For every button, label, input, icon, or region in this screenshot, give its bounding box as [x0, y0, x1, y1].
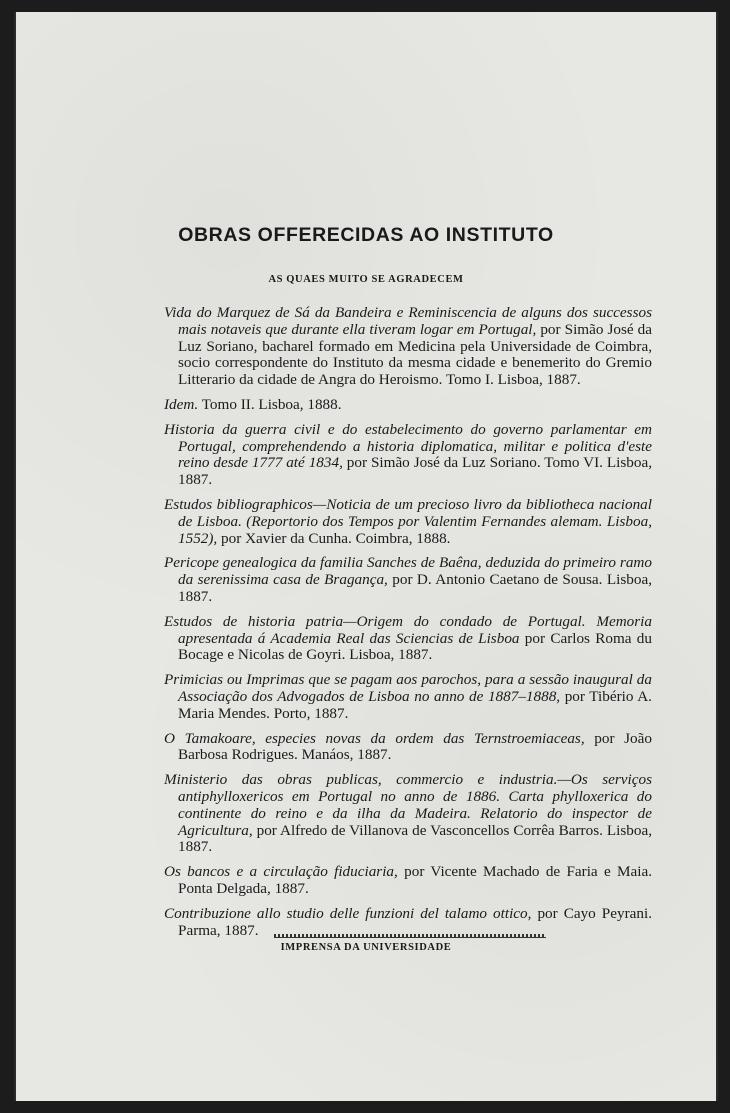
entry-details: por Alfredo de Villanova de Vasconcellos Corrêa Barros. Lisboa, 1887. [178, 821, 652, 856]
list-item [164, 614, 652, 664]
list-item [164, 672, 652, 722]
list-item [164, 731, 652, 765]
entry-title: Estudos bibliographicos—Noticia de um precioso livro da bibliotheca nacional de Lisboa. (Reportorio dos Tempos por Valentim Fernandes alemam. Lisboa, 1552), [164, 495, 652, 547]
entry-title: Primicias ou Imprimas que se pagam aos parochos, para a sessão inaugural da Associação dos Advogados de Lisboa no anno de 1887–1888, [164, 671, 652, 705]
page-subtitle: AS QUAES MUITO SE AGRADECEM [268, 274, 464, 285]
entry-title: Contribuzione allo studio delle funzioni del talamo ottico, [164, 904, 532, 922]
entry-title: O Tamakoare, especies novas da ordem das Ternstroemiaceas, [164, 729, 585, 747]
entry-details: Tomo II. Lisboa, 1888. [198, 395, 342, 413]
entry-title: Pericope genealogica da familia Sanches de Baêna, deduzida do primeiro ramo da serenissima casa de Bragança, [164, 554, 652, 589]
ornamental-divider [274, 934, 546, 938]
entry-title: Vida do Marquez de Sá da Bandeira e Reminiscencia de alguns dos successos mais notaveis que durante ella tiveram logar em Portugal, [164, 304, 652, 338]
entry-details: por Simão José da Luz Soriano, bacharel formado em Medicina pela Universidade de Coimbra, socio correspondente do Instituto da mesma cidade e benemerito do Gremio Litterario da cidade de Angra do Heroismo. Tomo I. Lisboa, 1887. [178, 320, 652, 389]
entry-details: por Simão José da Luz Soriano. Tomo VI. Lisboa, 1887. [178, 454, 652, 489]
entry-details: por Carlos Roma du Bocage e Nicolas de Goyri. Lisboa, 1887. [178, 629, 652, 664]
entry-details: por João Barbosa Rodrigues. Manáos, 1887. [178, 729, 652, 764]
entry-list [164, 305, 652, 939]
page [14, 12, 718, 1101]
entry-details: por Vicente Machado de Faria e Maia. Ponta Delgada, 1887. [178, 863, 652, 897]
list-item [164, 555, 652, 605]
entry-title: Historia da guerra civil e do estabelecimento do governo parlamentar em Portugal, comprehendendo a historia diplomatica, militar e politica d'este reino desde 1777 até 1834, [164, 420, 652, 472]
printer-imprint: IMPRENSA DA UNIVERSIDADE [280, 942, 452, 953]
list-item [164, 305, 652, 389]
entry-details: por Cayo Peyrani. Parma, 1887. [178, 904, 652, 939]
list-item [164, 864, 652, 898]
list-item [164, 397, 652, 414]
entry-details: por Tibério A. Maria Mendes. Porto, 1887. [178, 687, 652, 722]
list-item [164, 772, 652, 856]
entry-title: Estudos de historia patria—Origem do condado de Portugal. Memoria apresentada á Academia Real das Sciencias de Lisboa [164, 612, 652, 647]
page-title: OBRAS OFFERECIDAS AO INSTITUTO [178, 224, 554, 246]
entry-title: Idem. [164, 395, 199, 413]
entry-title: Os bancos e a circulação fiduciaria, [164, 863, 398, 881]
list-item [164, 497, 652, 547]
list-item [164, 422, 652, 489]
entry-details: por Xavier da Cunha. Coimbra, 1888. [217, 529, 451, 547]
entry-title: Ministerio das obras publicas, commercio e industria.—Os serviços antiphylloxericos em Portugal no anno de 1886. Carta phylloxerica do continente do reino e da ilha da Madeira. Relatorio do inspector de Agricultura, [164, 771, 652, 839]
entry-details: por D. Antonio Caetano de Sousa. Lisboa, 1887. [178, 571, 652, 605]
